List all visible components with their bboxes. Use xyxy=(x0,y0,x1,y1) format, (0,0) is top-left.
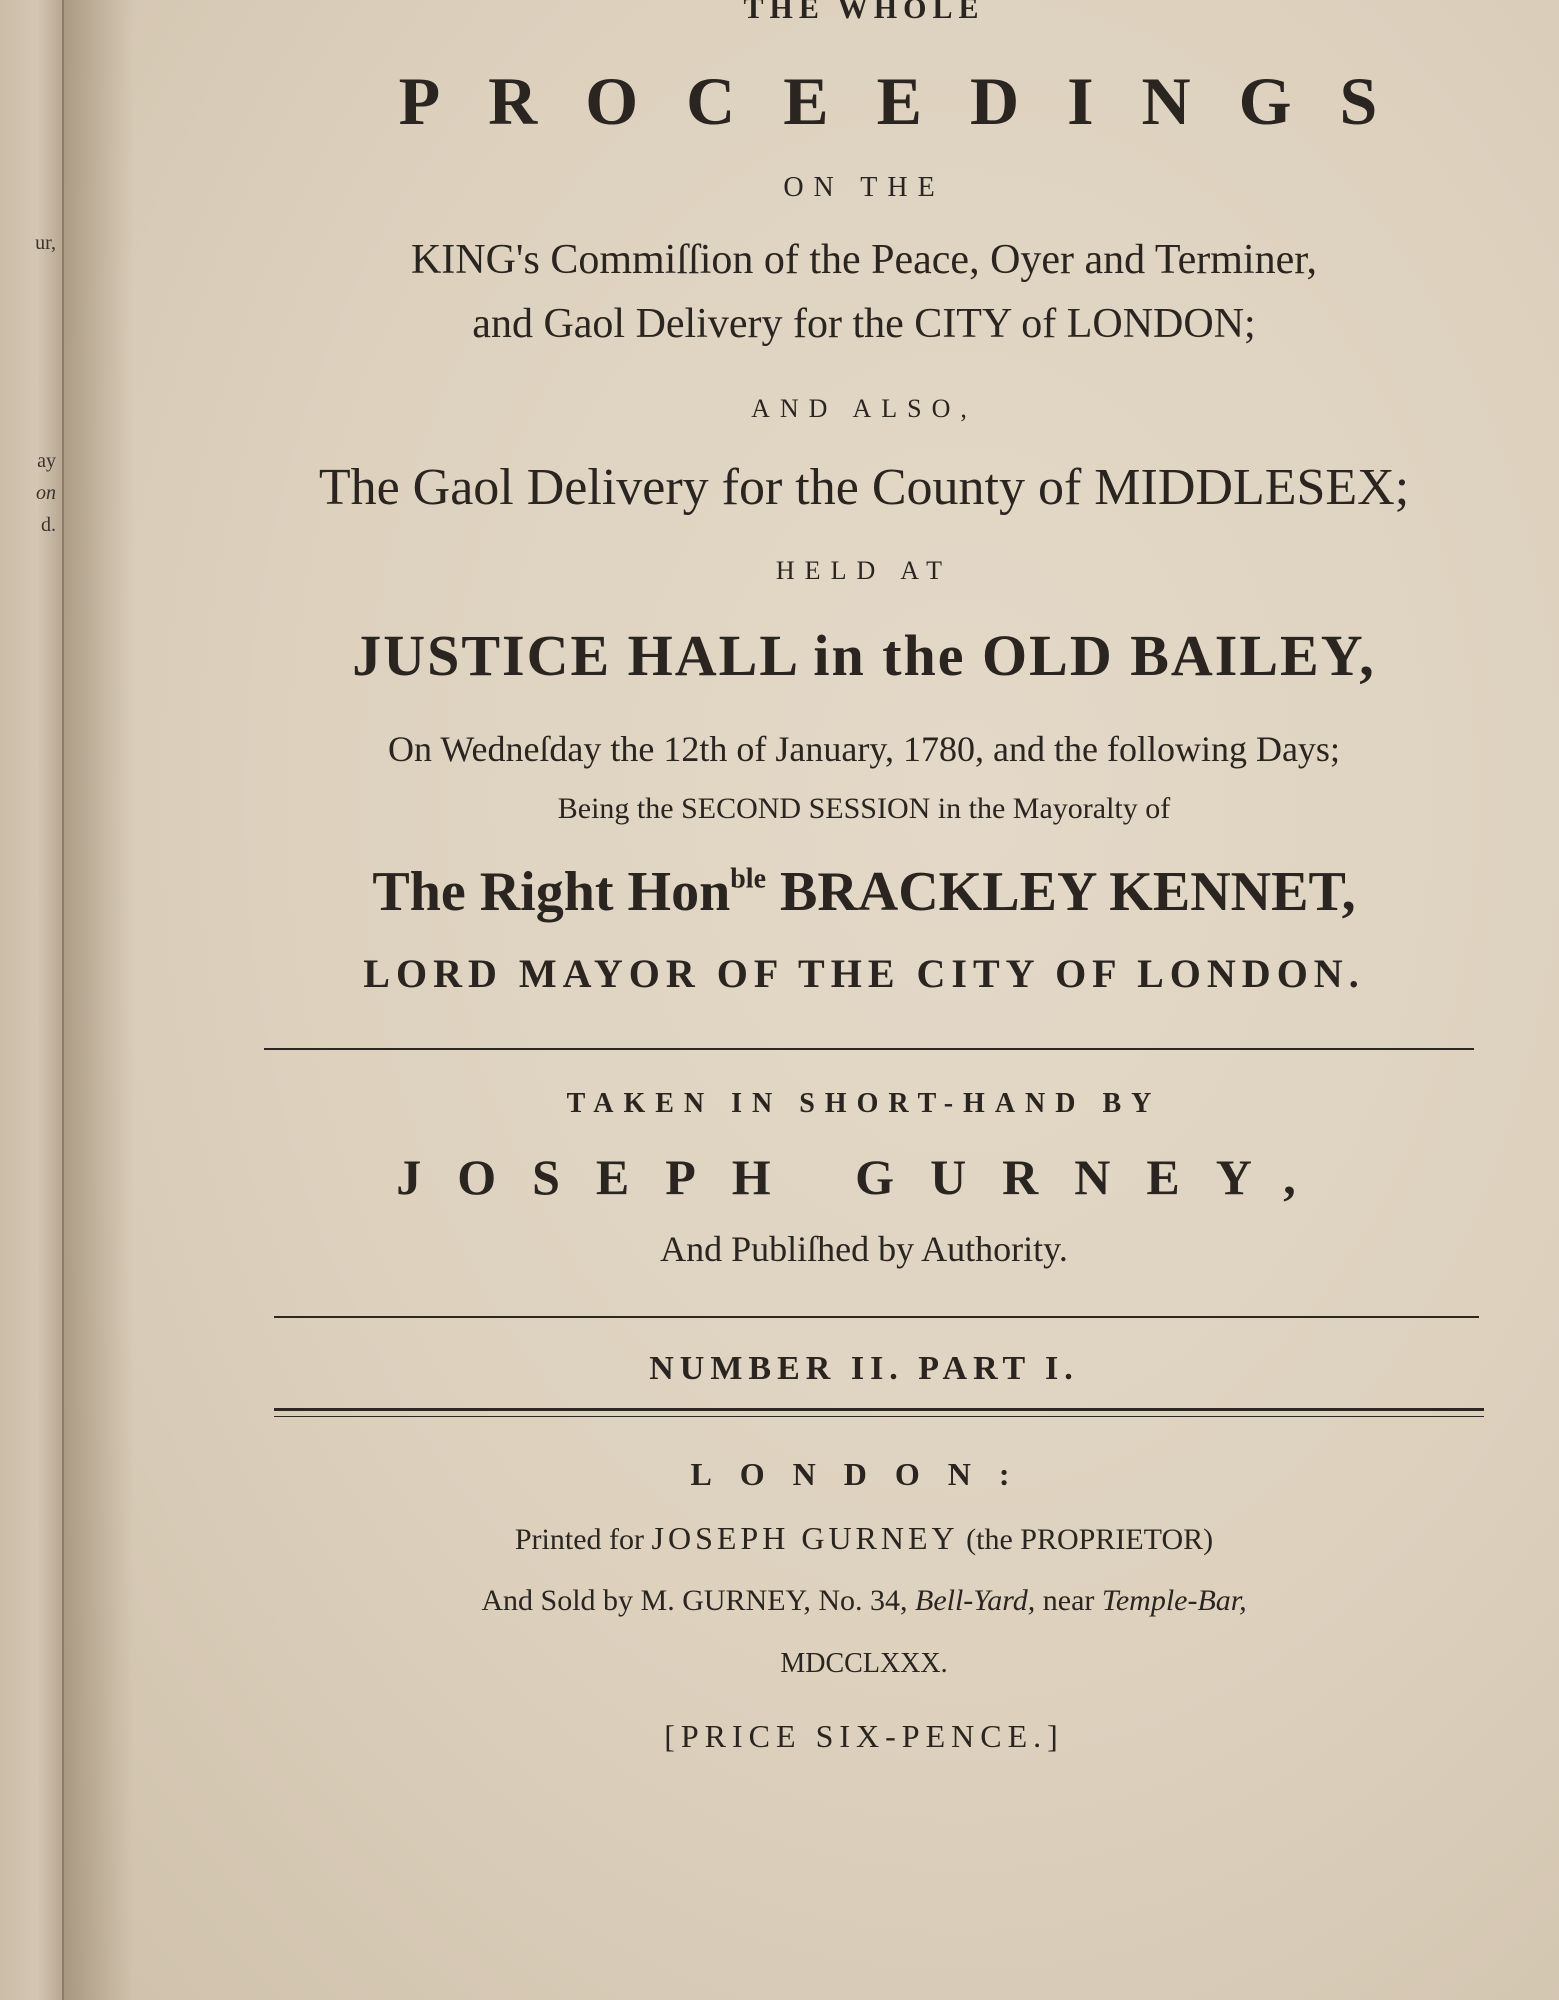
and-also-line: AND ALSO, xyxy=(751,394,977,423)
session-line: Being the SECOND SESSION in the Mayoralty of xyxy=(557,792,1171,825)
printed-line xyxy=(214,1520,1514,1557)
left-facing-page xyxy=(0,0,64,2000)
mayor-name: BRACKLEY KENNET, xyxy=(780,861,1356,923)
left-page-fragment: d. xyxy=(41,514,56,536)
left-page-fragment: ay xyxy=(37,450,56,472)
printed-suffix: (the PROPRIETOR) xyxy=(966,1523,1214,1556)
left-page-fragment: ur, xyxy=(35,232,56,254)
gutter-shadow xyxy=(64,0,134,2000)
sold-prefix: And Sold by M. GURNEY, No. 34, xyxy=(481,1584,908,1617)
title-page xyxy=(64,0,1559,2000)
commission-line-1: KING's Commiſſion of the Peace, Oyer and Terminer, xyxy=(410,237,1318,283)
right-hon-prefix: The Right Hon xyxy=(372,861,731,923)
sold-line xyxy=(214,1584,1514,1618)
heading-proceedings: PROCEEDINGS xyxy=(398,63,1426,139)
lord-mayor-line: LORD MAYOR OF THE CITY OF LONDON. xyxy=(363,951,1365,996)
rule-2 xyxy=(274,1316,1479,1318)
price-line: [PRICE SIX-PENCE.] xyxy=(664,1718,1064,1754)
rule-1 xyxy=(264,1048,1474,1050)
reporter-name: JOSEPH GURNEY, xyxy=(396,1149,1332,1205)
sold-near: near xyxy=(1042,1584,1095,1617)
justice-hall-line: JUSTICE HALL in the OLD BAILEY, xyxy=(352,623,1376,688)
rule-3 xyxy=(274,1408,1484,1417)
printed-prefix: Printed for xyxy=(514,1523,645,1556)
held-at-line: HELD AT xyxy=(775,556,953,585)
right-hon-line xyxy=(214,860,1514,924)
london-line: LONDON: xyxy=(690,1456,1038,1492)
sold-place-1: Bell-Yard, xyxy=(915,1584,1036,1617)
taken-line: TAKEN IN SHORT-HAND BY xyxy=(566,1088,1162,1119)
on-the-line: ON THE xyxy=(783,172,945,203)
sold-place-2: Temple-Bar, xyxy=(1101,1584,1247,1617)
published-line: And Publiſhed by Authority. xyxy=(660,1229,1068,1269)
commission-line-2: and Gaol Delivery for the CITY of LONDON; xyxy=(472,301,1256,347)
gaol-delivery-line: The Gaol Delivery for the County of MIDDLESEX; xyxy=(318,459,1410,516)
heading-small: THE WHOLE xyxy=(743,0,985,25)
printed-name: JOSEPH GURNEY xyxy=(651,1520,959,1556)
year-roman: MDCCLXXX. xyxy=(780,1648,948,1679)
number-part-line: NUMBER II. PART I. xyxy=(649,1350,1079,1387)
date-line: On Wedneſday the 12th of January, 1780, and the following Days; xyxy=(388,729,1340,769)
left-page-fragment: on xyxy=(36,482,56,504)
right-hon-superscript: ble xyxy=(730,863,766,895)
